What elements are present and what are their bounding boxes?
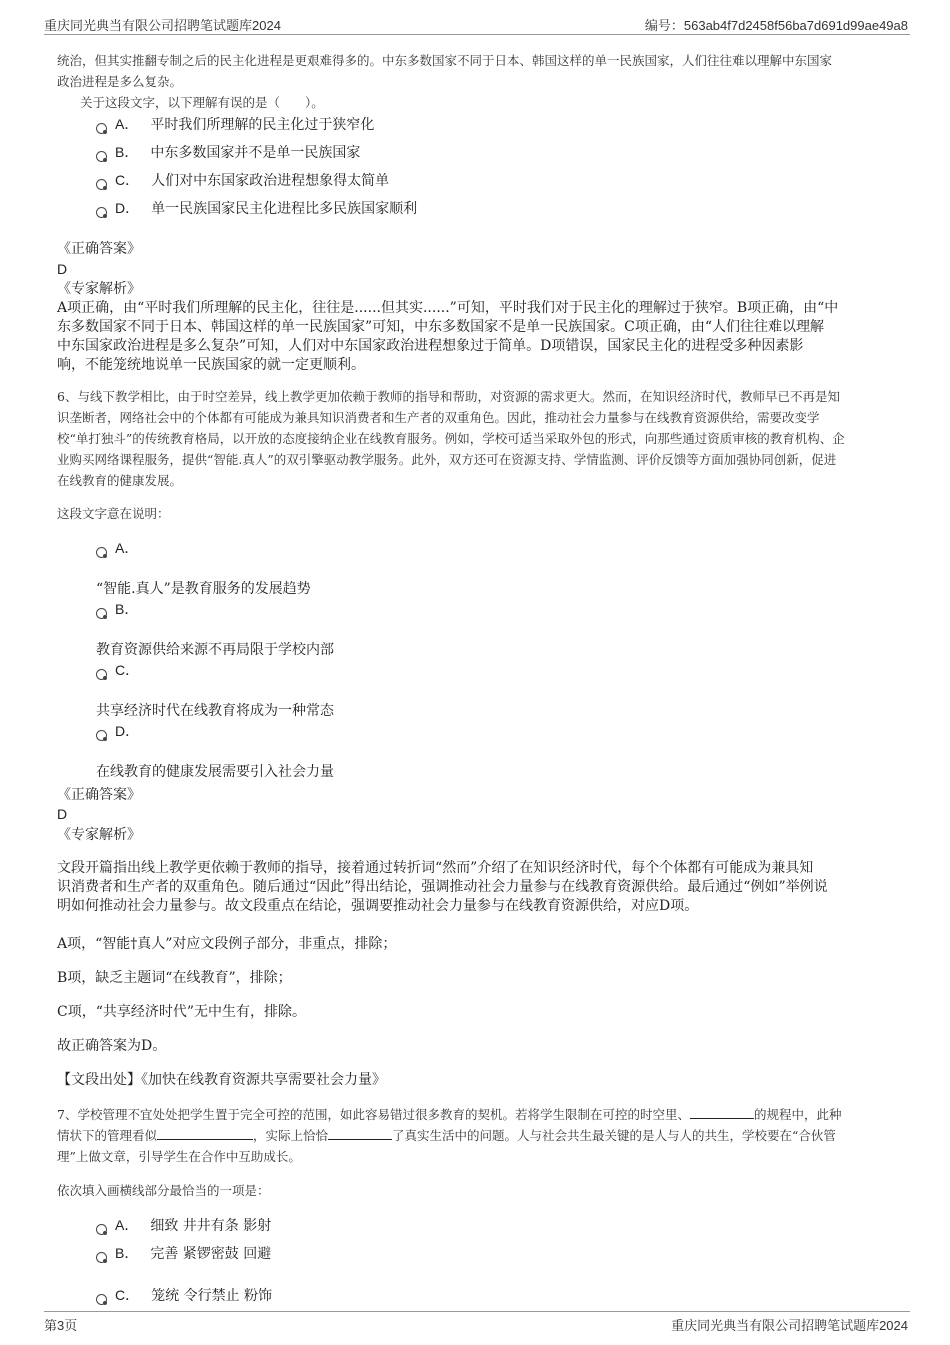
q6-option-a[interactable]: A． — [96, 538, 150, 558]
q7-question-stem: 依次填入画横线部分最恰当的一项是： — [57, 1183, 270, 1198]
q6-question-stem: 这段文字意在说明： — [57, 506, 170, 521]
q6-option-d[interactable]: D． — [96, 721, 151, 741]
q6-analysis-line: 文段开篇指出线上教学更依赖于教师的指导，接着通过转折词“然而”介绍了在知识经济时代，每个个体都有可能成为兼具知 — [57, 860, 814, 876]
radio-icon[interactable] — [96, 1224, 107, 1235]
q6-passage-line: 识垄断者，网络社会中的个体都有可能成为兼具知识消费者和生产者的双重角色。因此，推动社会力量参与在线教育资源供给，需要改变学 — [57, 410, 820, 425]
radio-icon[interactable] — [96, 1294, 107, 1305]
q6-option-c[interactable]: C． — [96, 660, 151, 680]
radio-icon[interactable] — [96, 123, 107, 134]
radio-icon[interactable] — [96, 179, 107, 190]
blank-2 — [157, 1125, 253, 1140]
q7-passage-line: 7、学校管理不宜处处把学生置于完全可控的范围，如此容易错过很多教育的契机。若将学生限制在可控的时空里、 的规程中，此种 — [57, 1104, 841, 1125]
radio-icon[interactable] — [96, 151, 107, 162]
q6-passage-line: 业购买网络课程服务，提供“智能.真人”的双引擎驱动教学服务。此外，双方还可在资源支持、学情监测、评价反馈等方面加强协同创新，促进 — [57, 452, 837, 467]
q7-passage-line: 情状下的管理看似 ，实际上恰恰 了真实生活中的问题。人与社会共生最关键的是人与人的共生，学校要在“合伙管 — [57, 1125, 836, 1146]
clipped-line — [57, 30, 897, 40]
q5-question-stem: 关于这段文字，以下理解有误的是（ ）。 — [80, 95, 324, 110]
radio-icon[interactable] — [96, 730, 107, 741]
q6-option-d-text: 在线教育的健康发展需要引入社会力量 — [96, 764, 334, 780]
q5-option-a[interactable]: A． 平时我们所理解的民主化过于狭窄化 — [96, 114, 374, 134]
q6-analysis-line: 识消费者和生产者的双重角色。随后通过“因此”得出结论，强调推动社会力量参与在线教育资源供给。最后通过“例如”举例说 — [57, 879, 828, 895]
q6-answer-label: 《正确答案》 — [57, 787, 141, 803]
q5-analysis-line: 响，不能笼统地说单一民族国家的就一定更顺利。 — [57, 357, 365, 373]
q6-option-a-text: “智能.真人”是教育服务的发展趋势 — [96, 581, 311, 597]
q5-analysis-label: 《专家解析》 — [57, 281, 141, 297]
blank-3 — [328, 1125, 392, 1140]
radio-icon[interactable] — [96, 547, 107, 558]
radio-icon[interactable] — [96, 207, 107, 218]
q6-option-b-text: 教育资源供给来源不再局限于学校内部 — [96, 642, 334, 658]
q7-option-b[interactable]: B． 完善 紧锣密鼓 回避 — [96, 1243, 271, 1263]
q7-option-c[interactable]: C． 笼统 令行禁止 粉饰 — [96, 1285, 272, 1305]
q5-analysis-line: A项正确，由“平时我们所理解的民主化，往往是......但其实......”可知，平时我们对于民主化的理解过于狭窄。B项正确，由“中 — [57, 300, 839, 316]
footer-rule — [44, 1311, 910, 1312]
q6-answer: D — [57, 806, 68, 822]
q5-passage-line: 统治，但其实推翻专制之后的民主化进程是更艰难得多的。中东多数国家不同于日本、韩国这样的单一民族国家，人们往往难以理解中东国家 — [57, 53, 833, 68]
q6-point: 故正确答案为D。 — [57, 1038, 167, 1054]
q5-analysis-line: 东多数国家不同于日本、韩国这样的单一民族国家”可知，中东多数国家不是单一民族国家。C项正确，由“人们往往难以理解 — [57, 319, 825, 335]
document-id: 编号：563ab4f7d2458f56ba7d691d99ae49a8 — [644, 18, 908, 33]
footer-title: 重庆同光典当有限公司招聘笔试题库2024 — [671, 1318, 908, 1333]
q6-point: A项，“智能†真人”对应文段例子部分，非重点，排除； — [57, 936, 397, 952]
q6-option-c-text: 共享经济时代在线教育将成为一种常态 — [96, 703, 334, 719]
radio-icon[interactable] — [96, 1252, 107, 1263]
header-title: 重庆同光典当有限公司招聘笔试题库2024 — [44, 18, 281, 33]
q5-option-d[interactable]: D． 单一民族国家民主化进程比多民族国家顺利 — [96, 198, 417, 218]
q6-passage-line: 6、与线下教学相比，由于时空差异，线上教学更加依赖于教师的指导和帮助，对资源的需求更大。然而，在知识经济时代，教师早已不再是知 — [57, 389, 840, 404]
q5-analysis-line: 中东国家政治进程是多么复杂”可知，人们对中东国家政治进程想象过于简单。D项错误，国家民主化的进程受多种因素影 — [57, 338, 804, 354]
q5-answer: D — [57, 261, 68, 277]
q7-passage-line: 理”上做文章，引导学生在合作中互助成长。 — [57, 1149, 301, 1164]
q6-option-b[interactable]: B． — [96, 599, 150, 619]
q5-answer-label: 《正确答案》 — [57, 241, 141, 257]
q6-point: B项，缺乏主题词“在线教育”，排除； — [57, 970, 292, 986]
q6-passage-line: 校“单打独斗”的传统教育格局，以开放的态度接纳企业在线教育服务。例如，学校可适当采取外包的形式，向那些通过资质审核的教育机构、企 — [57, 431, 845, 446]
page-number: 第3页 — [44, 1318, 78, 1333]
q6-analysis-label: 《专家解析》 — [57, 827, 141, 843]
radio-icon[interactable] — [96, 669, 107, 680]
q6-passage-line: 在线教育的健康发展。 — [57, 473, 183, 488]
q6-analysis-line: 明如何推动社会力量参与。故文段重点在结论，强调要推动社会力量参与在线教育资源供给，对应D项。 — [57, 898, 699, 914]
q6-source: 【文段出处】《加快在线教育资源共享需要社会力量》 — [57, 1072, 386, 1088]
q5-option-b[interactable]: B． 中东多数国家并不是单一民族国家 — [96, 142, 360, 162]
q5-option-c[interactable]: C． 人们对中东国家政治进程想象得太简单 — [96, 170, 389, 190]
blank-1 — [690, 1104, 754, 1119]
q7-option-a[interactable]: A． 细致 井井有条 影射 — [96, 1215, 271, 1235]
q5-passage-line: 政治进程是多么复杂。 — [57, 74, 183, 89]
radio-icon[interactable] — [96, 608, 107, 619]
q6-point: C项，“共享经济时代”无中生有，排除。 — [57, 1004, 307, 1020]
